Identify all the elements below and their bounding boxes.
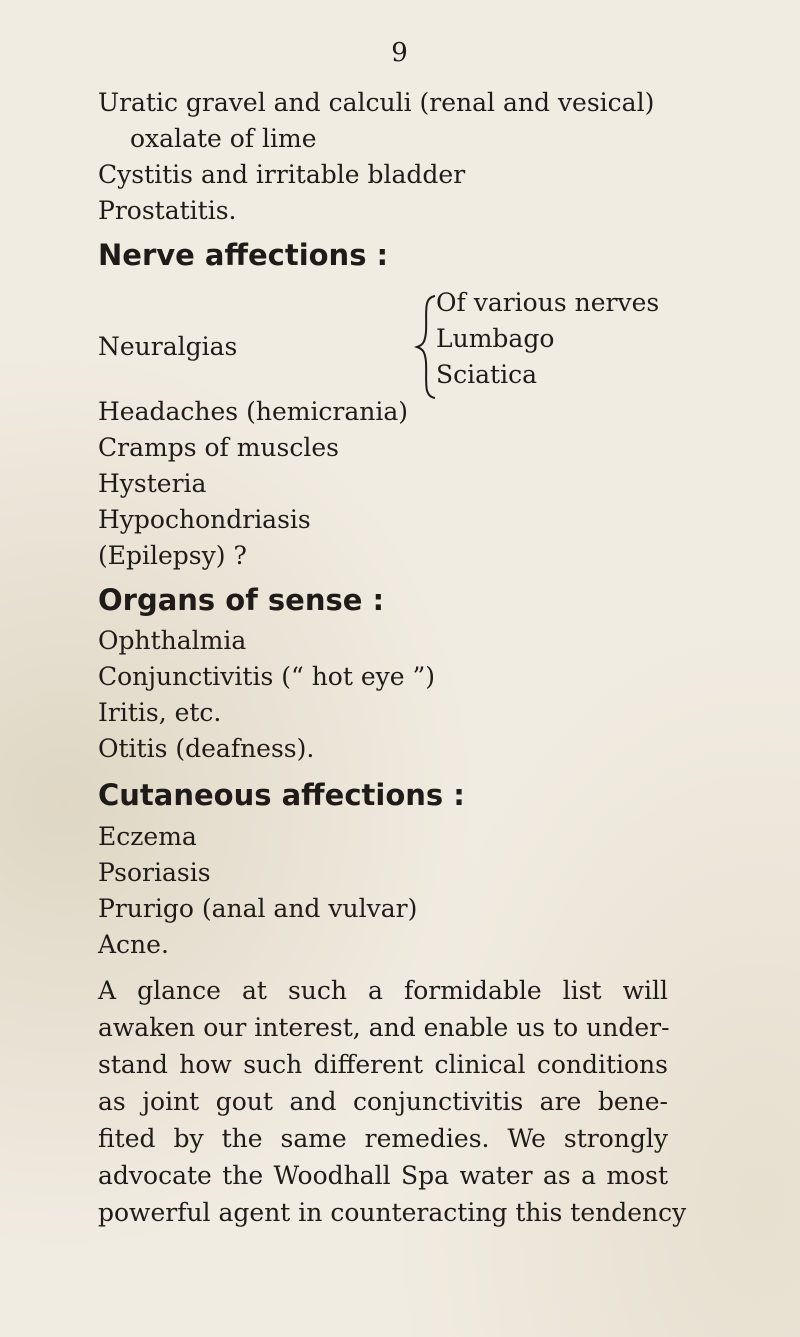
cutaneous-item: Psoriasis [98, 858, 211, 887]
nerve-item: Headaches (hemicrania) [98, 397, 409, 426]
section-heading-sense: Organs of sense : [98, 583, 385, 617]
sense-item: Otitis (deafness). [98, 734, 315, 763]
sense-item: Conjunctivitis (“ hot eye ”) [98, 662, 436, 691]
neuralgias-label: Neuralgias [98, 332, 238, 361]
paragraph-line: as joint gout and conjunctivitis are bene- [98, 1087, 668, 1116]
nerve-item: Hysteria [98, 469, 207, 498]
page-number: 9 [391, 38, 409, 68]
sense-item: Iritis, etc. [98, 698, 222, 727]
cutaneous-item: Acne. [98, 930, 169, 959]
neuralgias-item: Lumbago [436, 324, 555, 353]
paragraph-line: powerful agent in counteracting this tendency [98, 1198, 687, 1227]
paragraph-line: awaken our interest, and enable us to under- [98, 1013, 670, 1042]
cutaneous-item: Prurigo (anal and vulvar) [98, 894, 418, 923]
nerve-item: Cramps of muscles [98, 433, 339, 462]
paragraph-line: fited by the same remedies. We strongly [98, 1124, 668, 1153]
neuralgias-item: Of various nerves [436, 288, 660, 317]
urinary-item: Prostatitis. [98, 196, 237, 225]
section-heading-cutaneous: Cutaneous affections : [98, 778, 465, 812]
sense-item: Ophthalmia [98, 626, 247, 655]
nerve-item: (Epilepsy) ? [98, 541, 247, 570]
urinary-item: oxalate of lime [130, 124, 317, 153]
paragraph-line: A glance at such a formidable list will [98, 976, 668, 1005]
paragraph-line: stand how such different clinical conditions [98, 1050, 668, 1079]
neuralgias-item: Sciatica [436, 360, 537, 389]
urinary-item: Cystitis and irritable bladder [98, 160, 466, 189]
cutaneous-item: Eczema [98, 822, 197, 851]
paragraph-line: advocate the Woodhall Spa water as a most [98, 1161, 668, 1190]
body-paragraph [98, 972, 687, 1231]
section-heading-nerve: Nerve affections : [98, 238, 389, 272]
urinary-item: Uratic gravel and calculi (renal and vesical) [98, 88, 655, 117]
nerve-item: Hypochondriasis [98, 505, 311, 534]
